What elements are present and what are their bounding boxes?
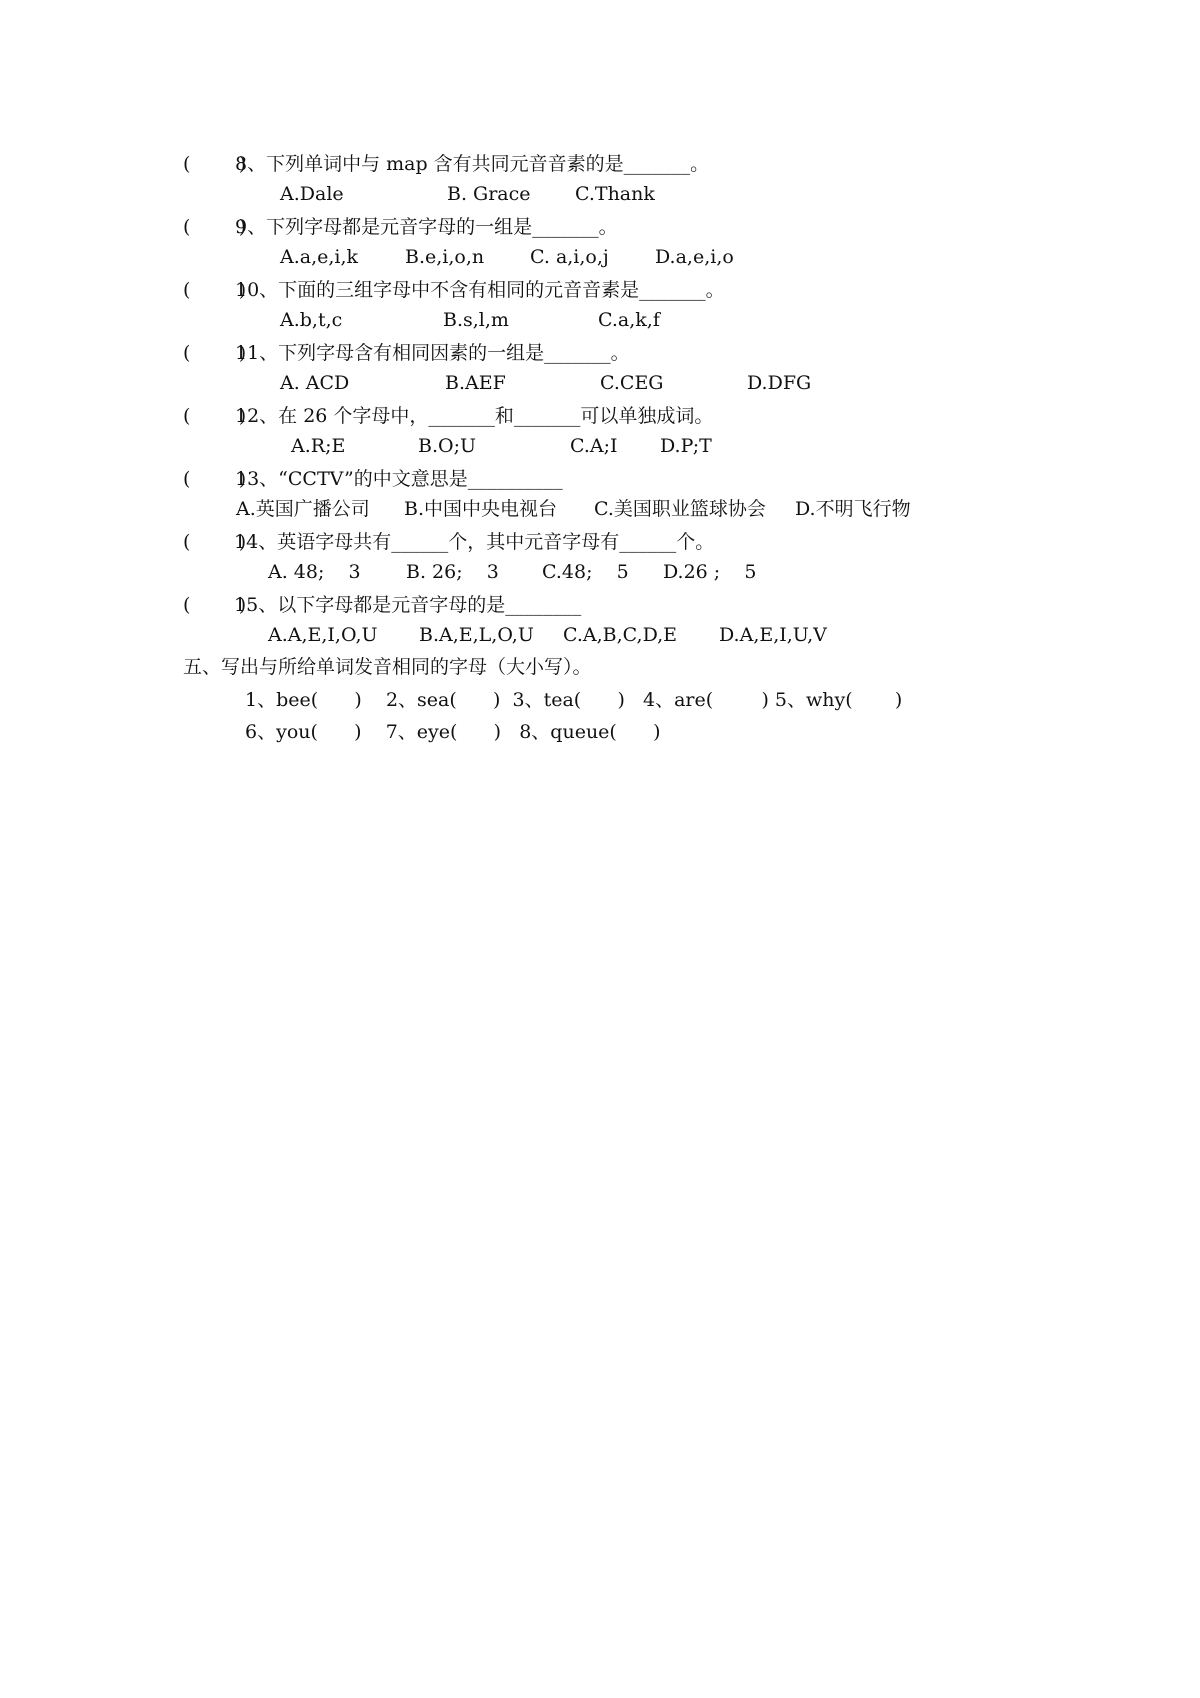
question-12: 12、在 26 个字母中，_______和_______可以单独成词。 (235, 405, 714, 427)
option-15-b: B.A,E,L,O,U (419, 624, 534, 646)
option-11-a: A. ACD (280, 372, 350, 394)
option-11-d: D.DFG (747, 372, 812, 394)
option-14-d: D.26 ; 5 (663, 561, 757, 583)
option-14-c: C.48; 5 (542, 561, 629, 583)
question-8: 8、下列单词中与 map 含有共同元音音素的是_______。 (235, 153, 710, 175)
option-10-c: C.a,k,f (598, 309, 660, 331)
section-5-row-1: 1、bee( ) 2、sea( ) 3、tea( ) 4、are( ) 5、why( ) (245, 689, 903, 711)
answer-paren-10: ( ) (183, 279, 247, 301)
option-15-a: A.A,E,I,O,U (268, 624, 378, 646)
question-9: 9、下列字母都是元音字母的一组是_______。 (235, 216, 618, 238)
answer-paren-15: ( ) (183, 594, 247, 616)
question-13: 13、“CCTV”的中文意思是__________ (235, 468, 563, 490)
option-8-c: C.Thank (575, 183, 655, 205)
option-13-a: A.英国广播公司 (236, 498, 370, 520)
answer-paren-13: ( ) (183, 468, 247, 490)
question-14: 14、英语字母共有______个，其中元音字母有______个。 (228, 531, 715, 553)
option-13-b: B.中国中央电视台 (404, 498, 558, 520)
answer-paren-12: ( ) (183, 405, 247, 427)
option-14-b: B. 26; 3 (406, 561, 499, 583)
option-9-d: D.a,e,i,o (655, 246, 734, 268)
option-11-b: B.AEF (445, 372, 506, 394)
option-8-a: A.Dale (280, 183, 344, 205)
answer-paren-9: ( ) (183, 216, 247, 238)
question-15: 15、以下字母都是元音字母的是________ (228, 594, 582, 616)
section-5-title: 五、写出与所给单词发音相同的字母（大小写）。 (183, 656, 592, 678)
option-15-c: C.A,B,C,D,E (563, 624, 678, 646)
option-10-b: B.s,l,m (443, 309, 509, 331)
option-12-b: B.O;U (418, 435, 476, 457)
option-12-a: A.R;E (291, 435, 346, 457)
option-12-d: D.P;T (660, 435, 712, 457)
option-8-b: B. Grace (447, 183, 531, 205)
option-13-d: D.不明飞行物 (795, 498, 911, 520)
section-5-row-2: 6、you( ) 7、eye( ) 8、queue( ) (245, 721, 661, 743)
answer-paren-8: ( ) (183, 153, 247, 175)
answer-paren-14: ( ) (183, 531, 247, 553)
answer-paren-11: ( ) (183, 342, 247, 364)
option-14-a: A. 48; 3 (268, 561, 361, 583)
option-9-a: A.a,e,i,k (280, 246, 359, 268)
question-11: 11、下列字母含有相同因素的一组是_______。 (235, 342, 630, 364)
option-9-b: B.e,i,o,n (405, 246, 485, 268)
option-11-c: C.CEG (600, 372, 664, 394)
option-12-c: C.A;I (570, 435, 618, 457)
option-13-c: C.美国职业篮球协会 (594, 498, 766, 520)
question-10: 10、下面的三组字母中不含有相同的元音音素是_______。 (235, 279, 725, 301)
option-10-a: A.b,t,c (280, 309, 343, 331)
option-9-c: C. a,i,o,j (530, 246, 609, 268)
option-15-d: D.A,E,I,U,V (719, 624, 827, 646)
